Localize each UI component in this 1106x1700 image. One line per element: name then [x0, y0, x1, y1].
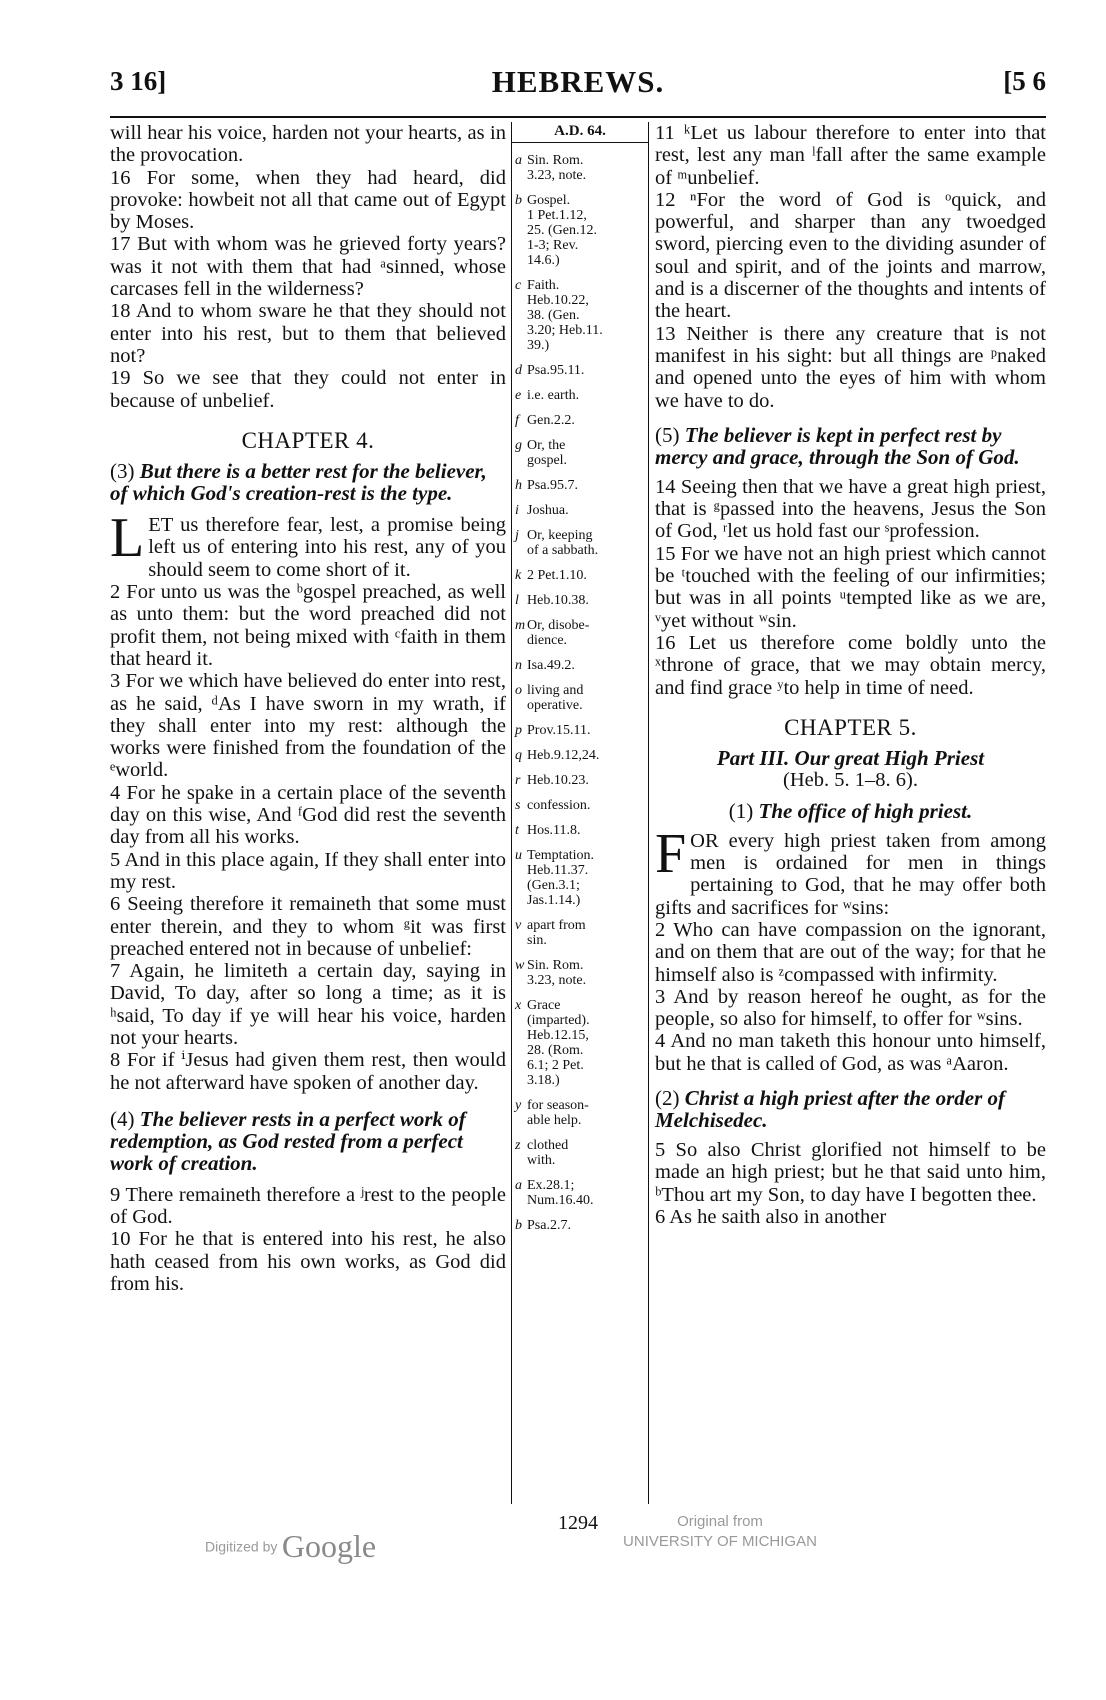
reference-note [515, 363, 648, 378]
note-key: d [515, 363, 522, 378]
section-number: (2) [655, 1085, 680, 1110]
verse-3: 3 For we which have believed do enter into rest, as he said, ᵈAs I have sworn in my wrath, if they shall enter into my rest: although the works were finished from the foundation of the ᵉworld. [110, 670, 506, 782]
reference-note [515, 1138, 648, 1168]
reference-column [511, 122, 649, 1504]
section-heading [655, 1087, 1046, 1131]
reference-note [515, 503, 648, 518]
reference-note [515, 528, 648, 558]
note-text: Or, the gospel. [527, 438, 568, 468]
note-text: 2 Pet.1.10. [527, 568, 587, 583]
verse-13: 13 Neither is there any creature that is not manifest in his sight: but all things are ᵖnaked and opened unto the eyes of him with whom we have to do. [655, 322, 1046, 412]
verse-16: 16 For some, when they had heard, did provoke: howbeit not all that came out of Egypt by Moses. [110, 166, 506, 234]
note-key: i [515, 503, 519, 518]
verse-10: 10 For he that is entered into his rest, he also hath ceased from his own works, as God did from his. [110, 1228, 506, 1296]
chapter5-verse-2: 2 Who can have compassion on the ignorant, and on them that are out of the way; for that he himself also is ᶻcompassed with infirmity. [655, 918, 1046, 986]
verse-2: 2 For unto us was the ᵇgospel preached, as well as unto them: but the word preached did not profit them, not being mixed with ᶜfaith in them that heard it. [110, 581, 506, 670]
note-key: t [515, 823, 519, 838]
note-text: apart from sin. [527, 918, 586, 948]
header-chapter-verse-left: 3 16] [110, 66, 167, 96]
reference-note [515, 1178, 648, 1208]
original-from-label: Original from [677, 1513, 763, 1530]
verse-4: 4 For he spake in a certain place of the seventh day on this wise, And ᶠGod did rest the seventh day from all his works. [110, 781, 506, 849]
section-number: (3) [110, 459, 135, 484]
note-text: Psa.95.11. [527, 363, 585, 378]
note-key: w [515, 958, 525, 973]
section-heading [655, 424, 1046, 468]
note-key: r [515, 773, 521, 788]
chapter5-verse-3: 3 And by reason hereof he ought, as for the people, so also for himself, to offer for ʷsins. [655, 985, 1046, 1031]
reference-note [515, 958, 648, 988]
chapter5-verse-1-text: OR every high priest taken from among men is ordained for men in things pertaining to God, that he may offer both gifts and sacrifices for ʷsins: [655, 829, 1046, 919]
note-key: v [515, 918, 522, 933]
reference-note [515, 798, 648, 813]
digitized-by-label: Digitized by [205, 1538, 278, 1555]
note-text: Or, disobe- dience. [527, 618, 590, 648]
drop-capital: L [110, 507, 145, 570]
reference-note [515, 478, 648, 493]
reference-note [515, 683, 648, 713]
note-text: Ex.28.1; Num.16.40. [527, 1178, 594, 1208]
university-label: UNIVERSITY OF MICHIGAN [623, 1533, 817, 1550]
part-reference: (Heb. 5. 1–8. 6). [783, 769, 918, 792]
verse-8: 8 For if ⁱJesus had given them rest, then would he not afterward have spoken of another day. [110, 1049, 506, 1094]
book-page [110, 60, 1046, 1590]
note-text: Gen.2.2. [527, 413, 575, 428]
note-text: living and operative. [527, 683, 584, 713]
note-key: x [515, 998, 522, 1013]
section-heading [110, 460, 506, 504]
note-key: n [515, 658, 522, 673]
chapter5-verse-4: 4 And no man taketh this honour unto himself, but he that is called of God, as was ᵃAaron. [655, 1030, 1046, 1075]
part-heading: Part III. Our great High Priest [716, 746, 985, 771]
page-header [110, 60, 1046, 100]
chapter-heading: CHAPTER 4. [241, 427, 375, 453]
note-text: Psa.95.7. [527, 478, 578, 493]
chapter-heading: CHAPTER 5. [784, 714, 917, 740]
note-key: f [515, 413, 519, 428]
google-logo: Google [281, 1528, 377, 1564]
note-key: q [515, 748, 522, 763]
section-number: (1) [728, 798, 754, 823]
reference-note [515, 438, 648, 468]
reference-note [515, 748, 648, 763]
reference-note [515, 388, 648, 403]
note-key: z [515, 1138, 521, 1153]
note-key: c [515, 278, 522, 293]
section-title: But there is a better rest for the believer, of which God's creation-rest is the type. [110, 459, 487, 506]
date-label: A.D. 64. [512, 122, 648, 143]
section-title: Christ a high priest after the order of Melchisedec. [655, 1085, 1006, 1132]
reference-note [515, 1218, 648, 1233]
digitized-by-watermark [205, 1528, 376, 1565]
verse-14: 14 Seeing then that we have a great high priest, that is ᵍpassed into the heavens, Jesus the Son of God, ʳlet us hold fast our ˢprofession. [655, 475, 1046, 543]
reference-note [515, 278, 648, 353]
section-title: The believer is kept in perfect rest by mercy and grace, through the Son of God. [655, 422, 1020, 469]
note-key: b [515, 193, 522, 208]
verse-11: 11 ᵏLet us labour therefore to enter into that rest, lest any man ˡfall after the same example of ᵐunbelief. [655, 122, 1046, 189]
verse-1-text: ET us therefore fear, lest, a promise being left us of entering into his rest, any of you should seem to come short of it. [148, 514, 506, 581]
note-text: Sin. Rom. 3.23, note. [527, 958, 587, 988]
verse-1 [110, 507, 506, 581]
note-text: Prov.15.11. [527, 723, 591, 738]
note-text: Hos.11.8. [527, 823, 581, 838]
right-text-column [655, 122, 1046, 1228]
chapter5-verse-1 [655, 822, 1046, 919]
note-key: u [515, 848, 522, 863]
note-key: a [515, 1178, 522, 1193]
verse-15: 15 For we have not an high priest which cannot be ᵗtouched with the feeling of our infirmities; but was in all points ᵘtempted like as we are, ᵛyet without ʷsin. [655, 542, 1046, 632]
note-text: confession. [527, 798, 591, 813]
note-key: m [515, 618, 526, 633]
reference-note [515, 918, 648, 948]
note-text: Gospel. 1 Pet.1.12, 25. (Gen.12. 1-3; Rev. 14.6.) [527, 193, 597, 268]
reference-note [515, 618, 648, 648]
note-text: Or, keeping of a sabbath. [527, 528, 599, 558]
reference-note [515, 593, 648, 608]
note-text: Grace (imparted). Heb.12.15, 28. (Rom. 6.1; 2 Pet. 3.18.) [527, 998, 590, 1088]
note-text: Faith. Heb.10.22, 38. (Gen. 3.20; Heb.11. 39.) [527, 278, 603, 353]
note-key: l [515, 593, 519, 608]
note-text: Heb.10.23. [527, 773, 589, 788]
left-text-column [110, 122, 506, 1295]
reference-note [515, 773, 648, 788]
reference-note [515, 658, 648, 673]
verse-9: 9 There remaineth therefore a ʲrest to the people of God. [110, 1183, 506, 1229]
reference-note [515, 848, 648, 908]
verse-17: 17 But with whom was he grieved forty years? was it not with them that had ᵃsinned, whose carcases fell in the wilderness? [110, 233, 506, 301]
chapter5-verse-6: 6 As he saith also in another [655, 1205, 887, 1228]
page-number: 1294 [558, 1512, 598, 1534]
verse-12: 12 ⁿFor the word of God is ᵒquick, and powerful, and sharper than any twoedged sword, piercing even to the dividing asunder of soul and spirit, and of the joints and marrow, and is a discerner of the thoughts and intents of the heart. [655, 188, 1046, 323]
note-text: Isa.49.2. [527, 658, 575, 673]
reference-note [515, 568, 648, 583]
verse-5: 5 And in this place again, If they shall enter into my rest. [110, 848, 506, 893]
note-key: h [515, 478, 522, 493]
note-text: i.e. earth. [527, 388, 580, 403]
reference-note [515, 823, 648, 838]
note-key: o [515, 683, 522, 698]
note-key: p [515, 723, 522, 738]
note-text: Temptation. Heb.11.37. (Gen.3.1; Jas.1.14.) [527, 848, 595, 908]
reference-note [515, 1098, 648, 1128]
note-key: b [515, 1218, 522, 1233]
header-chapter-verse-right: [5 6 [1003, 66, 1046, 96]
note-key: y [515, 1098, 522, 1113]
reference-note [515, 153, 648, 183]
note-key: j [515, 528, 519, 543]
drop-capital: F [655, 822, 687, 885]
note-text: Joshua. [527, 503, 569, 518]
header-book-title: HEBREWS. [491, 64, 665, 99]
section-title: The believer rests in a perfect work of redemption, as God rested from a perfect work of creation. [110, 1106, 466, 1175]
note-text: for season- able help. [527, 1098, 589, 1128]
note-key: s [515, 798, 521, 813]
original-from-watermark [610, 1512, 830, 1552]
verse-18: 18 And to whom sware he that they should not enter into his rest, but to them that believed not? [110, 300, 506, 367]
note-text: Psa.2.7. [527, 1218, 571, 1233]
note-text: clothed with. [527, 1138, 569, 1168]
note-text: Sin. Rom. 3.23, note. [527, 153, 587, 183]
section-number: (4) [110, 1106, 135, 1131]
note-text: Heb.9.12,24. [527, 748, 600, 763]
header-rule [110, 116, 1046, 118]
section-heading [110, 1108, 506, 1174]
note-key: g [515, 438, 522, 453]
reference-note [515, 413, 648, 428]
section-title: The office of high priest. [758, 798, 973, 823]
reference-note [515, 998, 648, 1088]
reference-note [515, 723, 648, 738]
verse-6: 6 Seeing therefore it remaineth that some must enter therein, and they to whom ᵍit was first preached entered not in because of unbelief: [110, 893, 506, 960]
verse-19: 19 So we see that they could not enter in because of unbelief. [110, 367, 506, 412]
verse-16: 16 Let us therefore come boldly unto the ˣthrone of grace, that we may obtain mercy, and find grace ʸto help in time of need. [655, 631, 1046, 699]
note-text: Heb.10.38. [527, 593, 589, 608]
note-key: k [515, 568, 522, 583]
verse-text: will hear his voice, harden not your hearts, as in the provocation. [110, 122, 506, 167]
note-key: a [515, 153, 522, 168]
reference-notes-list [512, 153, 648, 1233]
note-key: e [515, 388, 522, 403]
verse-7: 7 Again, he limiteth a certain day, saying in David, To day, after so long a time; as it is ʰsaid, To day if ye will hear his voice, harden not your hearts. [110, 960, 506, 1049]
reference-note [515, 193, 648, 268]
section-number: (5) [655, 422, 680, 447]
section-heading [655, 800, 1046, 822]
chapter5-verse-5: 5 So also Christ glorified not himself to be made an high priest; but he that said unto him, ᵇThou art my Son, to day have I begotten thee. [655, 1138, 1046, 1206]
